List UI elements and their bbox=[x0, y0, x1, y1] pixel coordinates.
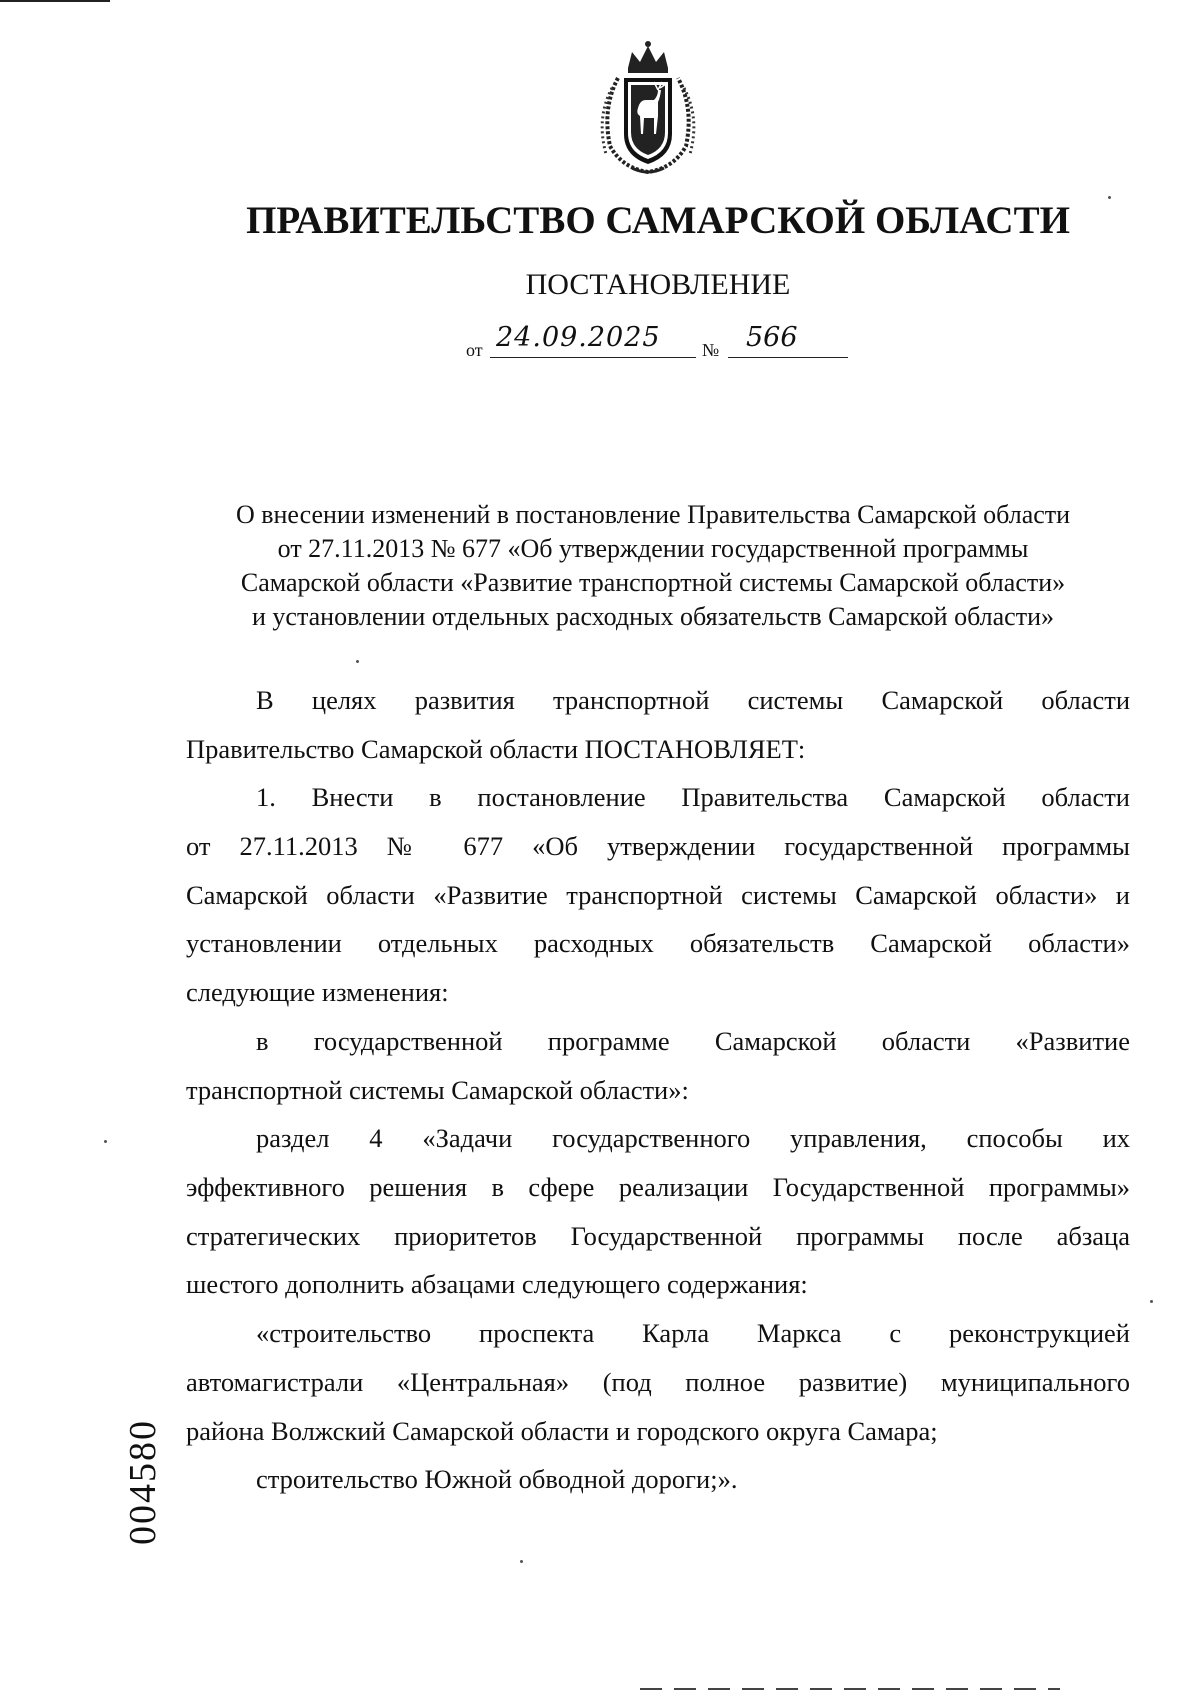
body-line: Самарской области «Развитие транспортной системы Самарской области» и bbox=[186, 880, 1130, 910]
scan-speck bbox=[1150, 1300, 1153, 1303]
body-line: «строительство проспекта Карла Маркса с реконструкцией bbox=[256, 1318, 1130, 1348]
body-line: шестого дополнить абзацами следующего содержания: bbox=[186, 1269, 808, 1299]
body-line: от 27.11.2013 № 677 «Об утверждении государственной программы bbox=[186, 831, 1130, 861]
scan-edge-line bbox=[0, 0, 110, 2]
handwritten-date: 24.09.2025 bbox=[490, 322, 696, 358]
date-number-line bbox=[466, 322, 866, 366]
scan-speck bbox=[1108, 196, 1111, 199]
body-line: В целях развития транспортной системы Самарской области bbox=[256, 685, 1130, 715]
scan-speck bbox=[520, 1560, 523, 1563]
scan-edge-dashes bbox=[640, 1688, 1060, 1690]
scan-speck bbox=[104, 1140, 107, 1143]
body-line: района Волжский Самарской области и городского округа Самара; bbox=[186, 1416, 938, 1446]
handwritten-number: 566 bbox=[728, 322, 848, 358]
date-prefix: от bbox=[466, 340, 483, 360]
body-line: строительство Южной обводной дороги;». bbox=[256, 1464, 738, 1494]
number-prefix: № bbox=[702, 340, 720, 360]
body-line: раздел 4 «Задачи государственного управления, способы их bbox=[256, 1123, 1130, 1153]
document-type: ПОСТАНОВЛЕНИЕ bbox=[525, 268, 791, 301]
body-line: Правительство Самарской области ПОСТАНОВЛЯЕТ: bbox=[186, 734, 806, 764]
body-line: транспортной системы Самарской области»: bbox=[186, 1075, 689, 1105]
body-line: установлении отдельных расходных обязательств Самарской области» bbox=[186, 928, 1130, 958]
side-stamp-number: 004580 bbox=[122, 1419, 164, 1545]
body-line: 1. Внести в постановление Правительства Самарской области bbox=[256, 782, 1130, 812]
subject-line: Самарской области «Развитие транспортной системы Самарской области» bbox=[240, 568, 1066, 597]
body-line: автомагистрали «Центральная» (под полное развитие) муниципального bbox=[186, 1367, 1130, 1397]
scan-speck bbox=[356, 660, 359, 663]
subject-line: и установлении отдельных расходных обязательств Самарской области» bbox=[251, 602, 1054, 631]
organization-title: ПРАВИТЕЛЬСТВО САМАРСКОЙ ОБЛАСТИ bbox=[246, 199, 1070, 242]
document-subject bbox=[180, 498, 1126, 634]
body-line: стратегических приоритетов Государственной программы после абзаца bbox=[186, 1221, 1130, 1251]
samara-coat-of-arms-icon bbox=[588, 38, 708, 176]
subject-line: от 27.11.2013 № 677 «Об утверждении государственной программы bbox=[277, 534, 1029, 563]
body-line: эффективного решения в сфере реализации Государственной программы» bbox=[186, 1172, 1130, 1202]
body-line: следующие изменения: bbox=[186, 977, 449, 1007]
body-line: в государственной программе Самарской области «Развитие bbox=[256, 1026, 1130, 1056]
subject-line: О внесении изменений в постановление Правительства Самарской области bbox=[235, 500, 1071, 529]
